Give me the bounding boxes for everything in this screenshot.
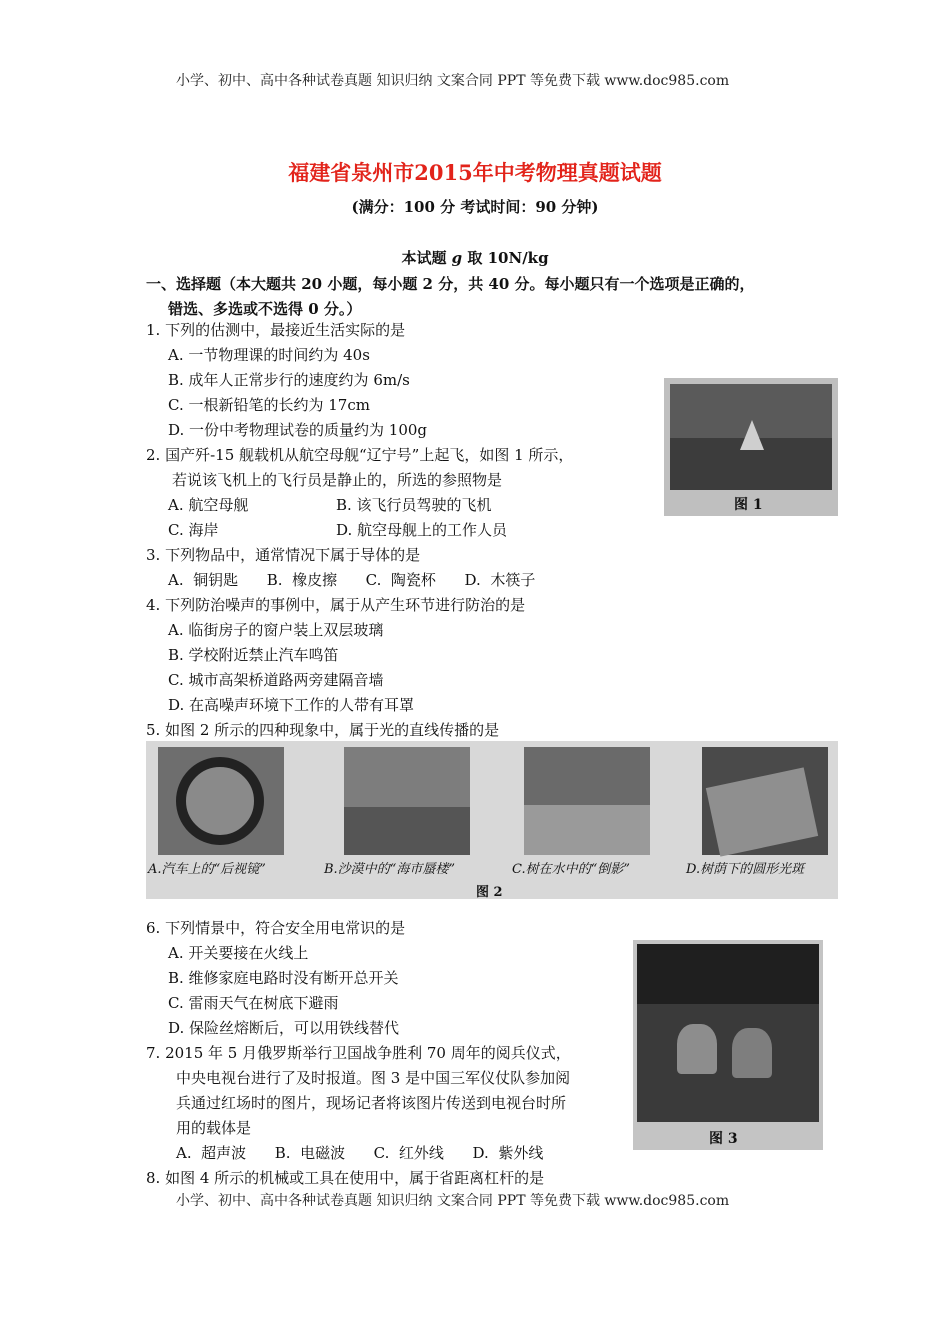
q3-options: A. 铜钥匙 B. 橡皮擦 C. 陶瓷杯 D. 木筷子 — [168, 571, 536, 589]
q1-option-a: A. 一节物理课的时间约为 40s — [168, 346, 370, 364]
q4-option-b: B. 学校附近禁止汽车鸣笛 — [168, 646, 339, 664]
figure-1-carrier-jet — [664, 378, 838, 516]
figure-3-honor-guard — [633, 940, 823, 1150]
note-suffix: 取 10N/kg — [462, 249, 549, 267]
q8-stem: 8. 如图 4 所示的机械或工具在使用中，属于省距离杠杆的是 — [146, 1169, 545, 1187]
q4-option-c: C. 城市高架桥道路两旁建隔音墙 — [168, 671, 384, 689]
q6-option-c: C. 雷雨天气在树底下避雨 — [168, 994, 339, 1012]
desert-ground — [344, 807, 470, 855]
q6-option-b: B. 维修家庭电路时没有断开总开关 — [168, 969, 399, 987]
q4-option-a: A. 临街房子的窗户装上双层玻璃 — [168, 621, 384, 639]
q3-stem: 3. 下列物品中，通常情况下属于导体的是 — [146, 546, 421, 564]
note-prefix: 本试题 — [401, 249, 452, 267]
q1-option-c: C. 一根新铅笔的长约为 17cm — [168, 396, 370, 414]
q2-option-d: D. 航空母舰上的工作人员 — [336, 521, 508, 539]
q6-stem: 6. 下列情景中，符合安全用电常识的是 — [146, 919, 406, 937]
section-1-line2: 错选、多选或不选得 0 分。） — [168, 300, 362, 318]
q4-stem: 4. 下列防治噪声的事例中，属于从产生环节进行防治的是 — [146, 596, 526, 614]
q2-stem-line1: 2. 国产歼-15 舰载机从航空母舰“辽宁号”上起飞，如图 1 所示， — [146, 446, 574, 464]
q7-options: A. 超声波 B. 电磁波 C. 红外线 D. 紫外线 — [176, 1144, 544, 1162]
q6-option-a: A. 开关要接在火线上 — [168, 944, 309, 962]
figure-2d-caption: D.树荫下的圆形光斑 — [686, 862, 805, 877]
q1-stem: 1. 下列的估测中，最接近生活实际的是 — [146, 321, 406, 339]
gravity-note — [0, 247, 950, 268]
q2-option-b: B. 该飞行员驾驶的飞机 — [336, 496, 492, 514]
ground-patch — [706, 767, 818, 856]
soldier-2 — [732, 1028, 772, 1078]
soldier-1 — [677, 1024, 717, 1074]
figure-2-caption: 图 2 — [476, 885, 503, 900]
page-header: 小学、初中、高中各种试卷真题 知识归纳 文案合同 PPT 等免费下载 www.doc985.com — [176, 73, 730, 89]
mirror-shape — [176, 757, 264, 845]
q1-option-b: B. 成年人正常步行的速度约为 6m/s — [168, 371, 410, 389]
figure-2-strip — [146, 741, 838, 899]
q7-stem-line2: 中央电视台进行了及时报道。图 3 是中国三军仪仗队参加阅 — [176, 1069, 571, 1087]
water-surface — [524, 805, 650, 855]
q7-stem-line1: 7. 2015 年 5 月俄罗斯举行卫国战争胜利 70 周年的阅兵仪式， — [146, 1044, 571, 1062]
figure-2a-mirror-photo — [158, 747, 284, 855]
q7-stem-line4: 用的载体是 — [176, 1119, 252, 1137]
figure-2c-reflection-photo — [524, 747, 650, 855]
flag — [637, 944, 819, 1004]
q2-stem-line2: 若说该飞机上的飞行员是静止的，所选的参照物是 — [172, 471, 503, 489]
figure-1-caption: 图 1 — [734, 497, 763, 513]
figure-1-jet — [740, 420, 764, 450]
q2-option-c: C. 海岸 — [168, 521, 219, 539]
note-g: g — [451, 249, 463, 267]
figure-3-caption: 图 3 — [709, 1131, 738, 1147]
figure-2c-caption: C.树在水中的“倒影” — [512, 862, 630, 877]
exam-title: 福建省泉州市2015年中考物理真题试题 — [288, 160, 662, 185]
figure-2d-light-spots-photo — [702, 747, 828, 855]
figure-2b-mirage-photo — [344, 747, 470, 855]
figure-1-photo — [670, 384, 832, 490]
q7-stem-line3: 兵通过红场时的图片，现场记者将该图片传送到电视台时所 — [176, 1094, 567, 1112]
figure-2b-caption: B.沙漠中的“海市蜃楼” — [324, 862, 455, 877]
section-1-line1: 一、选择题（本大题共 20 小题，每小题 2 分，共 40 分。每小题只有一个选项是正确的， — [146, 275, 755, 293]
q1-option-d: D. 一份中考物理试卷的质量约为 100g — [168, 421, 428, 439]
figure-2a-caption: A.汽车上的“后视镜” — [148, 862, 266, 877]
q5-stem: 5. 如图 2 所示的四种现象中，属于光的直线传播的是 — [146, 721, 500, 739]
q6-option-d: D. 保险丝熔断后，可以用铁线替代 — [168, 1019, 400, 1037]
q2-option-a: A. 航空母舰 — [168, 496, 249, 514]
section-1-heading — [146, 272, 806, 322]
exam-subtitle: (满分：100 分 考试时间：90 分钟) — [351, 198, 599, 216]
q4-option-d: D. 在高噪声环境下工作的人带有耳罩 — [168, 696, 415, 714]
page-footer: 小学、初中、高中各种试卷真题 知识归纳 文案合同 PPT 等免费下载 www.doc985.com — [176, 1193, 730, 1209]
figure-3-photo — [637, 944, 819, 1122]
